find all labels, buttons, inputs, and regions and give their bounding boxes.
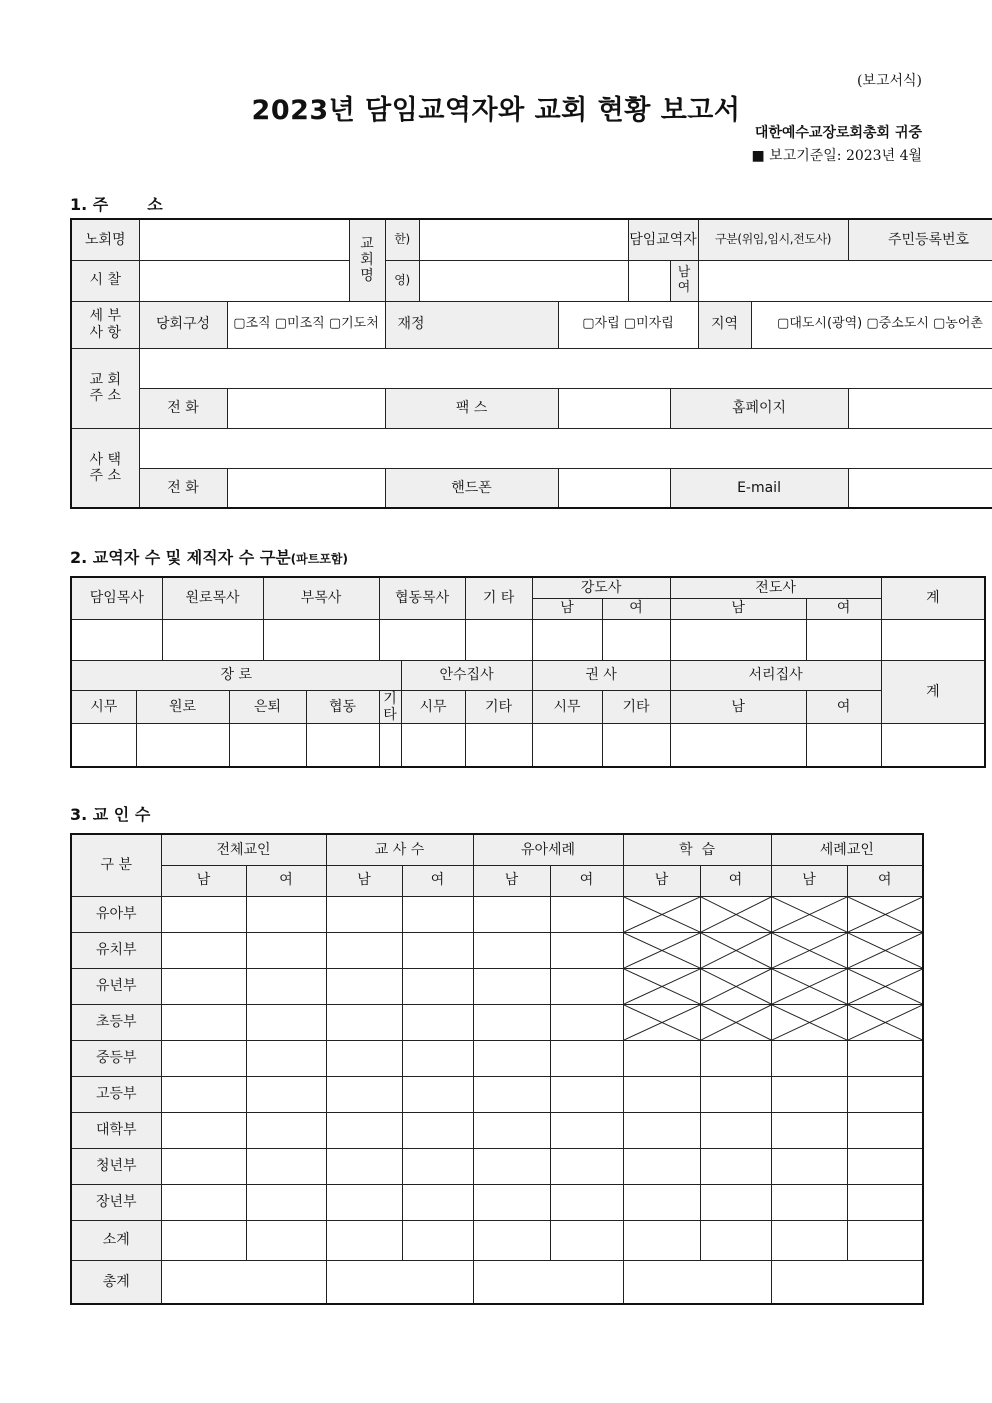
- crossed-cell: [847, 968, 923, 1004]
- sichal-field[interactable]: [139, 260, 349, 301]
- membership-row: [71, 1076, 923, 1112]
- exhorter-etc-count[interactable]: [602, 723, 670, 767]
- form-label: (보고서식): [856, 73, 922, 89]
- count-cell[interactable]: [161, 968, 246, 1004]
- details-label-2: 사 항: [89, 324, 121, 341]
- count-cell[interactable]: [550, 1040, 623, 1076]
- parsonage-address-label: [71, 428, 139, 508]
- count-cell[interactable]: [623, 1076, 700, 1112]
- evangelist-male: 남: [670, 598, 806, 619]
- church-address-label: [71, 348, 139, 428]
- count-cell[interactable]: [402, 1076, 473, 1112]
- count-cell[interactable]: [623, 1184, 700, 1220]
- count-cell[interactable]: [326, 968, 402, 1004]
- rrn-label: 주민등록번호: [848, 219, 992, 260]
- count-cell[interactable]: [161, 1076, 246, 1112]
- membership-row: [71, 1184, 923, 1220]
- count-cell[interactable]: [700, 1184, 771, 1220]
- church-phone-field[interactable]: [227, 388, 385, 428]
- church-name-label: [349, 219, 385, 301]
- membership-row: [71, 1040, 923, 1076]
- sub-female: 여: [402, 865, 473, 896]
- cross-out-mark: [701, 969, 771, 1004]
- membership-row: [71, 896, 923, 932]
- reference-date: ■ 보고기준일: 2023년 4월: [751, 148, 922, 164]
- sub-male: 남: [326, 865, 402, 896]
- pastor-label: 담임교역자: [628, 219, 698, 260]
- membership-row: [71, 1148, 923, 1184]
- exhorter-etc: 기타: [602, 690, 670, 723]
- count-cell[interactable]: [550, 896, 623, 932]
- section-2-heading: [70, 545, 348, 568]
- sub-female: 여: [700, 865, 771, 896]
- count-cell[interactable]: [161, 1148, 246, 1184]
- count-cell[interactable]: [623, 1040, 700, 1076]
- count-cell[interactable]: [326, 1040, 402, 1076]
- church-phone-label: 전 화: [139, 388, 227, 428]
- row-label: 유아부: [71, 896, 161, 932]
- session-label: 당회구성: [139, 301, 227, 348]
- count-cell[interactable]: [402, 1040, 473, 1076]
- acting-deacon-female-count[interactable]: [806, 723, 881, 767]
- session-checkboxes[interactable]: ▢조직 ▢미조직 ▢기도처: [227, 301, 385, 348]
- crossed-cell: [623, 968, 700, 1004]
- deacon-etc-count[interactable]: [465, 723, 532, 767]
- details-label: [71, 301, 139, 348]
- fax-label: 팩 스: [385, 388, 558, 428]
- group-header-total-members: 전체교인: [161, 834, 326, 865]
- count-cell[interactable]: [623, 1112, 700, 1148]
- count-cell[interactable]: [473, 1148, 550, 1184]
- subtotal-cell[interactable]: [402, 1220, 473, 1260]
- exhorter-active: 시무: [532, 690, 602, 723]
- evangelist-lecturer-header: 강도사: [532, 577, 670, 598]
- crossed-cell: [623, 1004, 700, 1040]
- deacon-etc: 기타: [465, 690, 532, 723]
- etc-count[interactable]: [465, 619, 532, 660]
- elder-cooperating-count[interactable]: [306, 723, 379, 767]
- count-cell[interactable]: [771, 1184, 847, 1220]
- page-title: 2023년 담임교역자와 교회 현황 보고서: [251, 95, 741, 126]
- count-cell[interactable]: [473, 968, 550, 1004]
- crossed-cell: [623, 896, 700, 932]
- count-cell[interactable]: [161, 1112, 246, 1148]
- deacon-active-count[interactable]: [401, 723, 465, 767]
- grand-total-label: 총계: [71, 1260, 161, 1304]
- count-cell[interactable]: [473, 1112, 550, 1148]
- count-cell[interactable]: [402, 1184, 473, 1220]
- count-cell[interactable]: [473, 1040, 550, 1076]
- finance-checkboxes[interactable]: ▢자립 ▢미자립: [558, 301, 698, 348]
- email-label: E-mail: [670, 468, 848, 508]
- count-cell[interactable]: [161, 1040, 246, 1076]
- count-cell[interactable]: [771, 1076, 847, 1112]
- category-field[interactable]: [698, 260, 992, 301]
- senior-pastor-header: 담임목사: [71, 577, 162, 619]
- count-cell[interactable]: [550, 932, 623, 968]
- count-cell[interactable]: [771, 1148, 847, 1184]
- count-cell[interactable]: [700, 1040, 771, 1076]
- section-3-heading-text: 3. 교 인 수: [70, 805, 151, 824]
- count-cell[interactable]: [326, 1112, 402, 1148]
- parsonage-address-label-1: 사 택: [89, 451, 121, 468]
- church-name-english-field[interactable]: [419, 260, 628, 301]
- elder-emeritus-count[interactable]: [136, 723, 229, 767]
- subtotal-cell[interactable]: [161, 1220, 246, 1260]
- parsonage-address-label-2: 주 소: [89, 467, 121, 484]
- evangelist-male-count[interactable]: [670, 619, 806, 660]
- subtotal-cell[interactable]: [847, 1220, 923, 1260]
- count-cell[interactable]: [402, 968, 473, 1004]
- finance-label: 재정: [385, 301, 558, 348]
- count-cell[interactable]: [326, 1004, 402, 1040]
- section-2-heading-note: (파트포함): [290, 552, 348, 566]
- group-header-infant-baptism: 유아세례: [473, 834, 623, 865]
- subtotal-cell[interactable]: [771, 1220, 847, 1260]
- cross-out-mark: [624, 897, 700, 932]
- officer-total-count[interactable]: [881, 723, 985, 767]
- officer-total-header: 계: [881, 660, 985, 723]
- count-cell[interactable]: [847, 1040, 923, 1076]
- cross-out-mark: [701, 897, 771, 932]
- elder-active-count[interactable]: [71, 723, 136, 767]
- parsonage-phone-field[interactable]: [227, 468, 385, 508]
- category-header: 구 분: [71, 834, 161, 896]
- church-name-char-2: 회: [360, 252, 374, 269]
- homepage-label: 홈페이지: [670, 388, 848, 428]
- count-cell[interactable]: [161, 1004, 246, 1040]
- region-label: 지역: [698, 301, 751, 348]
- group-header-catechumen: 학 습: [623, 834, 771, 865]
- elder-etc: 기타: [379, 690, 401, 723]
- sub-male: 남: [473, 865, 550, 896]
- group-header-teachers: 교 사 수: [326, 834, 473, 865]
- acting-deacon-header: 서리집사: [670, 660, 881, 690]
- sub-male: 남: [161, 865, 246, 896]
- count-cell[interactable]: [473, 896, 550, 932]
- count-cell[interactable]: [326, 1076, 402, 1112]
- section-2-heading-text: 2. 교역자 수 및 제직자 수 구분: [70, 548, 291, 567]
- subtotal-cell[interactable]: [623, 1220, 700, 1260]
- cross-out-mark: [772, 897, 847, 932]
- deacon-active: 시무: [401, 690, 465, 723]
- exhorter-header: 권 사: [532, 660, 670, 690]
- grand-total-cell[interactable]: [161, 1260, 326, 1304]
- count-cell[interactable]: [246, 896, 326, 932]
- count-cell[interactable]: [550, 968, 623, 1004]
- grand-total-cell[interactable]: [771, 1260, 923, 1304]
- church-address-label-2: 주 소: [89, 388, 121, 404]
- gender-male: 남: [677, 264, 691, 280]
- elder-retired-count[interactable]: [229, 723, 306, 767]
- homepage-field[interactable]: [848, 388, 992, 428]
- count-cell[interactable]: [473, 1184, 550, 1220]
- evangelist-lecturer-female: 여: [602, 598, 670, 619]
- church-name-char-3: 명: [360, 268, 374, 285]
- row-label: 유년부: [71, 968, 161, 1004]
- count-cell[interactable]: [246, 968, 326, 1004]
- count-cell[interactable]: [550, 1184, 623, 1220]
- evangelist-female-count[interactable]: [806, 619, 881, 660]
- crossed-cell: [771, 968, 847, 1004]
- count-cell[interactable]: [847, 1076, 923, 1112]
- cross-out-mark: [848, 969, 923, 1004]
- elder-active: 시무: [71, 690, 136, 723]
- address-table: [70, 218, 992, 509]
- acting-deacon-male-count[interactable]: [670, 723, 806, 767]
- count-cell[interactable]: [161, 1184, 246, 1220]
- row-label: 유치부: [71, 932, 161, 968]
- count-cell[interactable]: [550, 1112, 623, 1148]
- count-cell[interactable]: [246, 1184, 326, 1220]
- fax-field[interactable]: [558, 388, 670, 428]
- emeritus-pastor-header: 원로목사: [162, 577, 263, 619]
- count-cell[interactable]: [246, 1004, 326, 1040]
- parsonage-address-field[interactable]: [139, 428, 992, 468]
- mobile-label: 핸드폰: [385, 468, 558, 508]
- row-label: 청년부: [71, 1148, 161, 1184]
- count-cell[interactable]: [402, 1004, 473, 1040]
- row-label: 고등부: [71, 1076, 161, 1112]
- count-cell[interactable]: [847, 1112, 923, 1148]
- email-field[interactable]: [848, 468, 992, 508]
- crossed-cell: [847, 896, 923, 932]
- subtotal-cell[interactable]: [550, 1220, 623, 1260]
- etc-header: 기 타: [465, 577, 532, 619]
- count-cell[interactable]: [326, 896, 402, 932]
- sub-female: 여: [847, 865, 923, 896]
- row-label: 중등부: [71, 1040, 161, 1076]
- grand-total-cell[interactable]: [326, 1260, 473, 1304]
- crossed-cell: [700, 932, 771, 968]
- associate-pastor-count[interactable]: [263, 619, 379, 660]
- ordained-deacon-header: 안수집사: [401, 660, 532, 690]
- cooperating-pastor-header: 협동목사: [379, 577, 465, 619]
- count-cell[interactable]: [326, 1148, 402, 1184]
- korean-label: 한): [385, 219, 419, 260]
- count-cell[interactable]: [473, 1004, 550, 1040]
- crossed-cell: [847, 1004, 923, 1040]
- count-cell[interactable]: [161, 932, 246, 968]
- grand-total-cell[interactable]: [473, 1260, 623, 1304]
- elder-header: 장 로: [71, 660, 401, 690]
- subtotal-row: [71, 1220, 923, 1260]
- section-1-heading-text: 1. 주 소: [70, 195, 163, 214]
- count-cell[interactable]: [246, 1148, 326, 1184]
- acting-deacon-male: 남: [670, 690, 806, 723]
- count-cell[interactable]: [161, 896, 246, 932]
- sub-female: 여: [246, 865, 326, 896]
- subtotal-cell[interactable]: [700, 1220, 771, 1260]
- elder-etc-count[interactable]: [379, 723, 401, 767]
- count-cell[interactable]: [473, 932, 550, 968]
- crossed-cell: [847, 932, 923, 968]
- count-cell[interactable]: [246, 1040, 326, 1076]
- sub-male: 남: [771, 865, 847, 896]
- cross-out-mark: [624, 1005, 700, 1040]
- sub-female: 여: [550, 865, 623, 896]
- subtotal-cell[interactable]: [473, 1220, 550, 1260]
- evangelist-lecturer-male-count[interactable]: [532, 619, 602, 660]
- presbytery-field[interactable]: [139, 219, 349, 260]
- count-cell[interactable]: [550, 1076, 623, 1112]
- grand-total-cell[interactable]: [623, 1260, 771, 1304]
- membership-row: [71, 1112, 923, 1148]
- pastor-name-field[interactable]: [628, 260, 670, 301]
- elder-retired: 은퇴: [229, 690, 306, 723]
- gender-female: 여: [677, 279, 691, 295]
- count-cell[interactable]: [402, 932, 473, 968]
- subtotal-label: 소계: [71, 1220, 161, 1260]
- cross-out-mark: [624, 933, 700, 968]
- grand-total-row: [71, 1260, 923, 1304]
- cross-out-mark: [624, 969, 700, 1004]
- membership-row: [71, 1004, 923, 1040]
- crossed-cell: [623, 932, 700, 968]
- category-label: 구분(위임,임시,전도사): [698, 219, 848, 260]
- row-label: 대학부: [71, 1112, 161, 1148]
- count-cell[interactable]: [326, 1184, 402, 1220]
- group-header-baptized: 세례교인: [771, 834, 923, 865]
- cross-out-mark: [848, 1005, 923, 1040]
- row-label: 장년부: [71, 1184, 161, 1220]
- subtotal-cell[interactable]: [326, 1220, 402, 1260]
- sichal-label: 시 찰: [71, 260, 139, 301]
- count-cell[interactable]: [473, 1076, 550, 1112]
- staff-total-count[interactable]: [881, 619, 985, 660]
- crossed-cell: [771, 1004, 847, 1040]
- crossed-cell: [771, 932, 847, 968]
- count-cell[interactable]: [550, 1004, 623, 1040]
- crossed-cell: [771, 896, 847, 932]
- section-1-heading: [70, 192, 163, 215]
- presbytery-label: 노회명: [71, 219, 139, 260]
- count-cell[interactable]: [771, 1112, 847, 1148]
- count-cell[interactable]: [326, 932, 402, 968]
- acting-deacon-female: 여: [806, 690, 881, 723]
- recipient: 대한예수교장로회총회 귀중: [754, 125, 922, 141]
- cross-out-mark: [848, 897, 923, 932]
- count-cell[interactable]: [550, 1148, 623, 1184]
- membership-table: [70, 833, 924, 1305]
- senior-pastor-count[interactable]: [71, 619, 162, 660]
- evangelist-header: 전도사: [670, 577, 881, 598]
- count-cell[interactable]: [402, 896, 473, 932]
- mobile-field[interactable]: [558, 468, 670, 508]
- associate-pastor-header: 부목사: [263, 577, 379, 619]
- count-cell[interactable]: [246, 1076, 326, 1112]
- crossed-cell: [700, 896, 771, 932]
- church-name-korean-field[interactable]: [419, 219, 628, 260]
- elder-emeritus: 원로: [136, 690, 229, 723]
- total-header: 계: [881, 577, 985, 619]
- count-cell[interactable]: [847, 1184, 923, 1220]
- cross-out-mark: [772, 933, 847, 968]
- crossed-cell: [700, 1004, 771, 1040]
- count-cell[interactable]: [246, 932, 326, 968]
- staff-count-table: [70, 576, 986, 768]
- english-label: 영): [385, 260, 419, 301]
- elder-cooperating: 협동: [306, 690, 379, 723]
- count-cell[interactable]: [623, 1148, 700, 1184]
- emeritus-pastor-count[interactable]: [162, 619, 263, 660]
- cross-out-mark: [848, 933, 923, 968]
- cooperating-pastor-count[interactable]: [379, 619, 465, 660]
- church-name-char-1: 교: [360, 236, 374, 253]
- evangelist-lecturer-male: 남: [532, 598, 602, 619]
- details-label-1: 세 부: [89, 308, 121, 325]
- crossed-cell: [700, 968, 771, 1004]
- church-address-field[interactable]: [139, 348, 992, 388]
- cross-out-mark: [772, 969, 847, 1004]
- count-cell[interactable]: [700, 1148, 771, 1184]
- membership-row: [71, 932, 923, 968]
- count-cell[interactable]: [700, 1112, 771, 1148]
- count-cell[interactable]: [402, 1148, 473, 1184]
- cross-out-mark: [772, 1005, 847, 1040]
- sub-male: 남: [623, 865, 700, 896]
- exhorter-active-count[interactable]: [532, 723, 602, 767]
- evangelist-female: 여: [806, 598, 881, 619]
- gender-label: [670, 260, 698, 301]
- count-cell[interactable]: [771, 1040, 847, 1076]
- count-cell[interactable]: [847, 1148, 923, 1184]
- cross-out-mark: [701, 1005, 771, 1040]
- evangelist-lecturer-female-count[interactable]: [602, 619, 670, 660]
- cross-out-mark: [701, 933, 771, 968]
- section-3-heading: [70, 802, 150, 825]
- parsonage-phone-label: 전 화: [139, 468, 227, 508]
- row-label: 초등부: [71, 1004, 161, 1040]
- church-address-label-1: 교 회: [89, 371, 121, 388]
- count-cell[interactable]: [246, 1112, 326, 1148]
- count-cell[interactable]: [402, 1112, 473, 1148]
- region-checkboxes[interactable]: ▢대도시(광역) ▢중소도시 ▢농어촌: [751, 301, 992, 348]
- subtotal-cell[interactable]: [246, 1220, 326, 1260]
- membership-row: [71, 968, 923, 1004]
- count-cell[interactable]: [700, 1076, 771, 1112]
